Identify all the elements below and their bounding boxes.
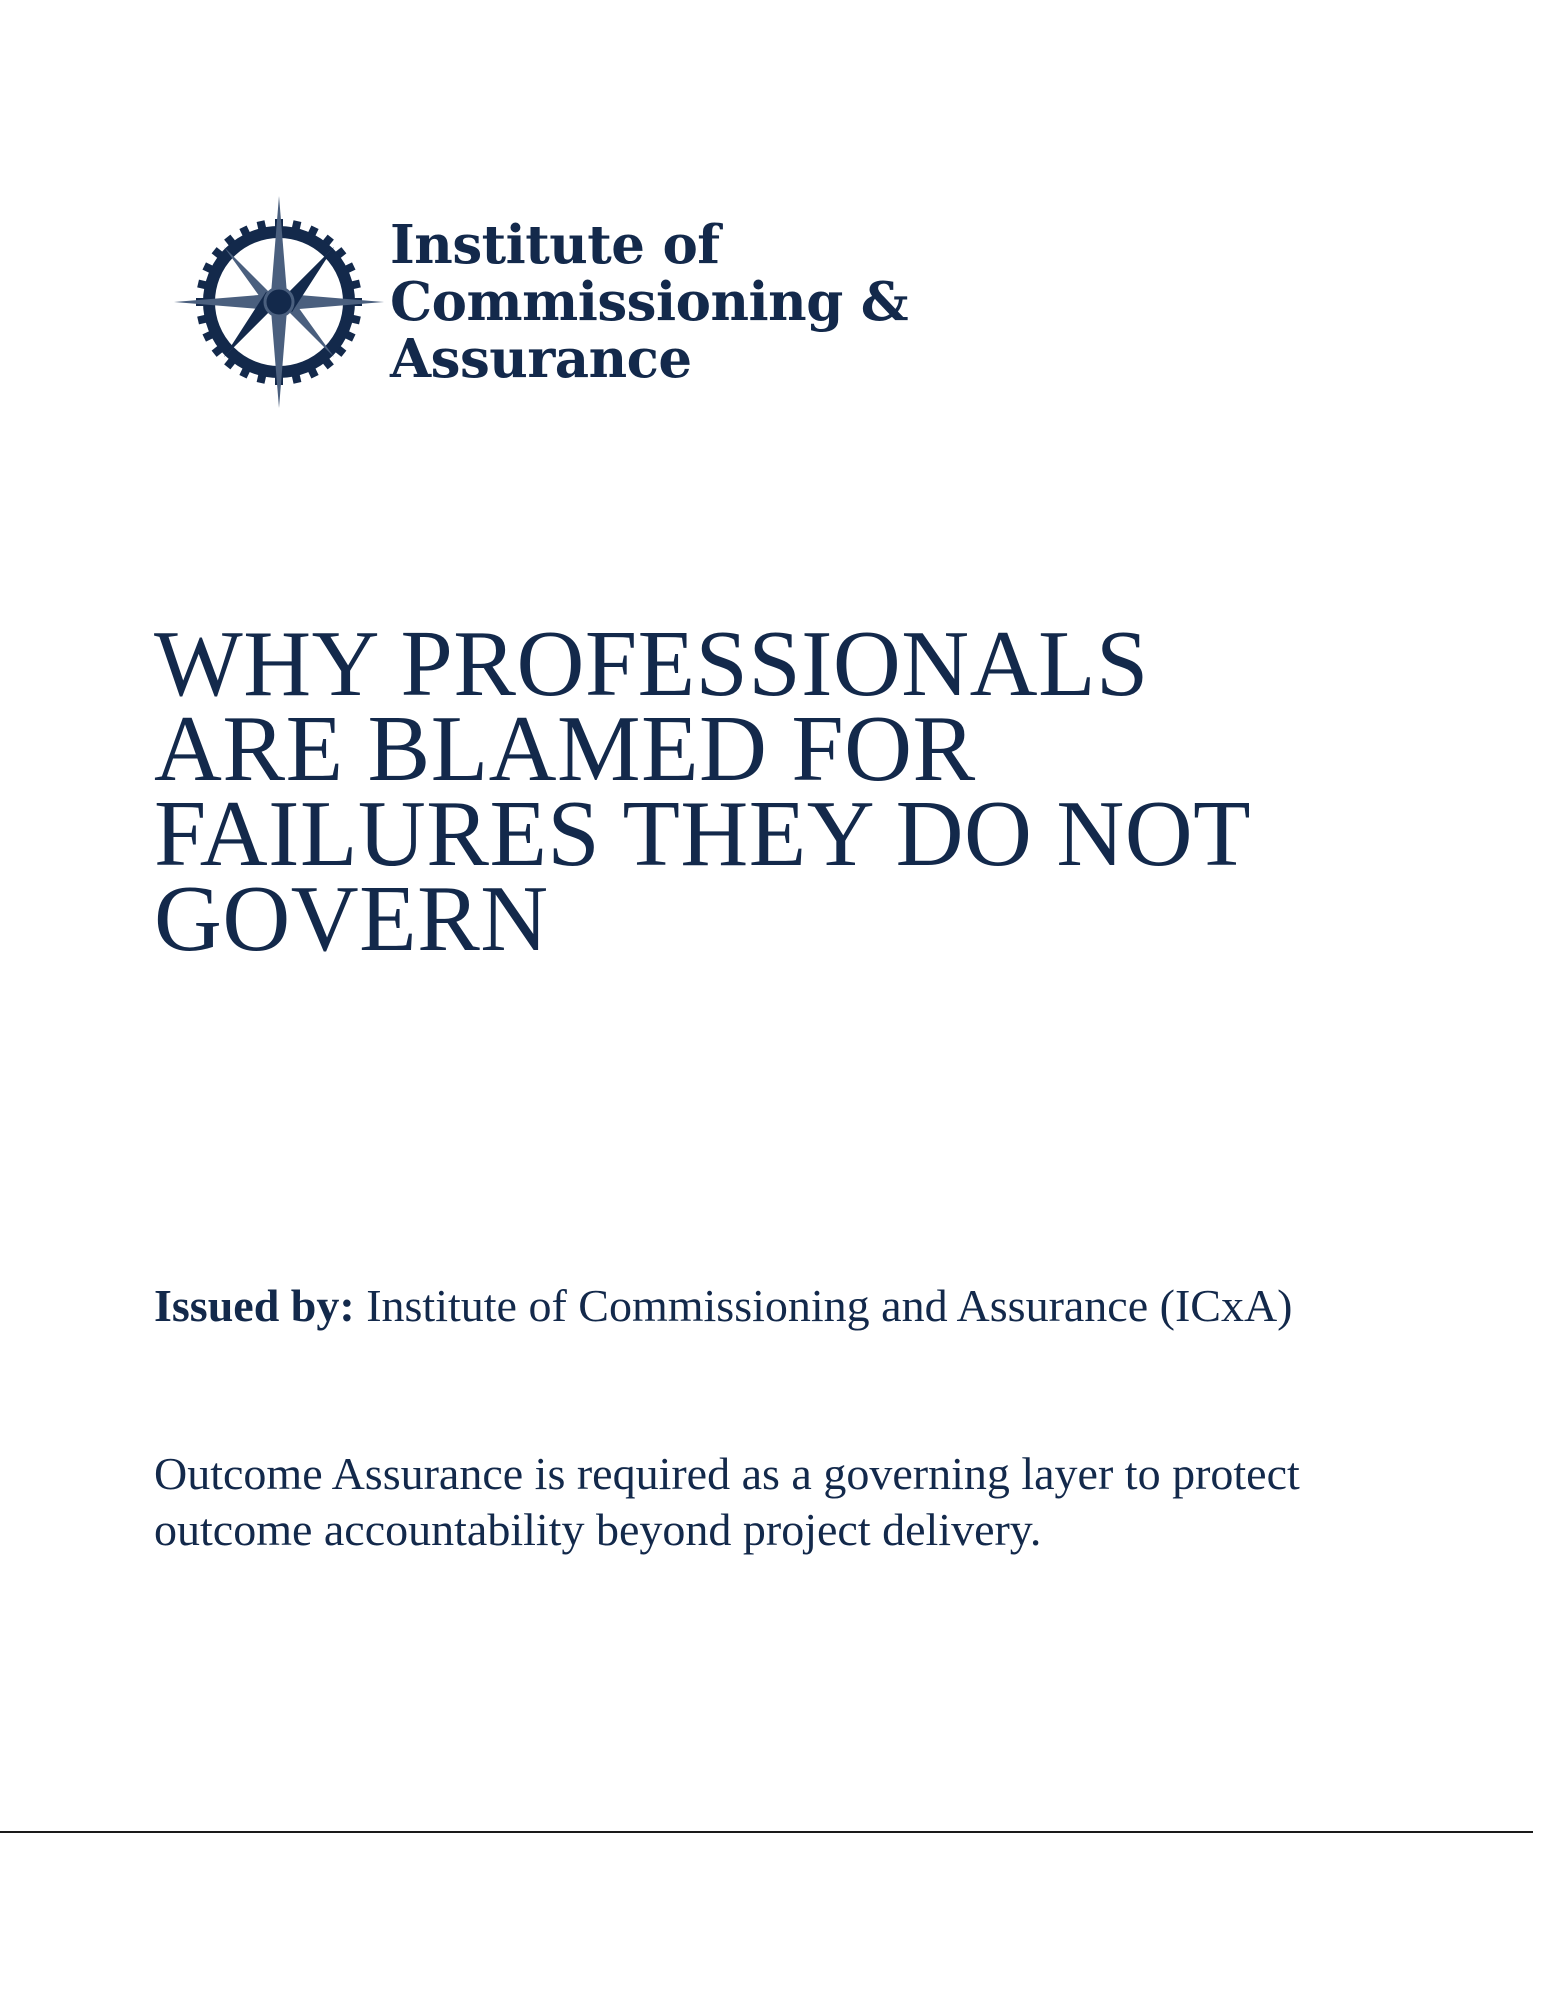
title-line: ARE BLAMED FOR bbox=[154, 697, 976, 801]
organization-name-line: Commissioning & bbox=[390, 270, 909, 333]
title-line: FAILURES THEY DO NOT bbox=[154, 782, 1252, 886]
organization-name-line: Assurance bbox=[390, 327, 692, 390]
organization-name-line: Institute of bbox=[390, 213, 720, 276]
title-line: GOVERN bbox=[154, 867, 549, 971]
issued-by-label: Issued by: bbox=[154, 1280, 355, 1331]
title-line: WHY PROFESSIONALS bbox=[154, 612, 1149, 716]
issued-by-value: Institute of Commissioning and Assurance (ICxA) bbox=[354, 1280, 1293, 1331]
compass-gear-icon bbox=[174, 196, 384, 408]
organization-name bbox=[390, 213, 909, 390]
purpose-statement: Outcome Assurance is required as a governing layer to protect outcome accountability beyond project delivery. bbox=[154, 1448, 1300, 1555]
issued-by bbox=[154, 1278, 1404, 1333]
organization-logo bbox=[174, 196, 908, 408]
footer-divider bbox=[0, 1831, 1533, 1833]
document-title bbox=[154, 612, 1434, 971]
